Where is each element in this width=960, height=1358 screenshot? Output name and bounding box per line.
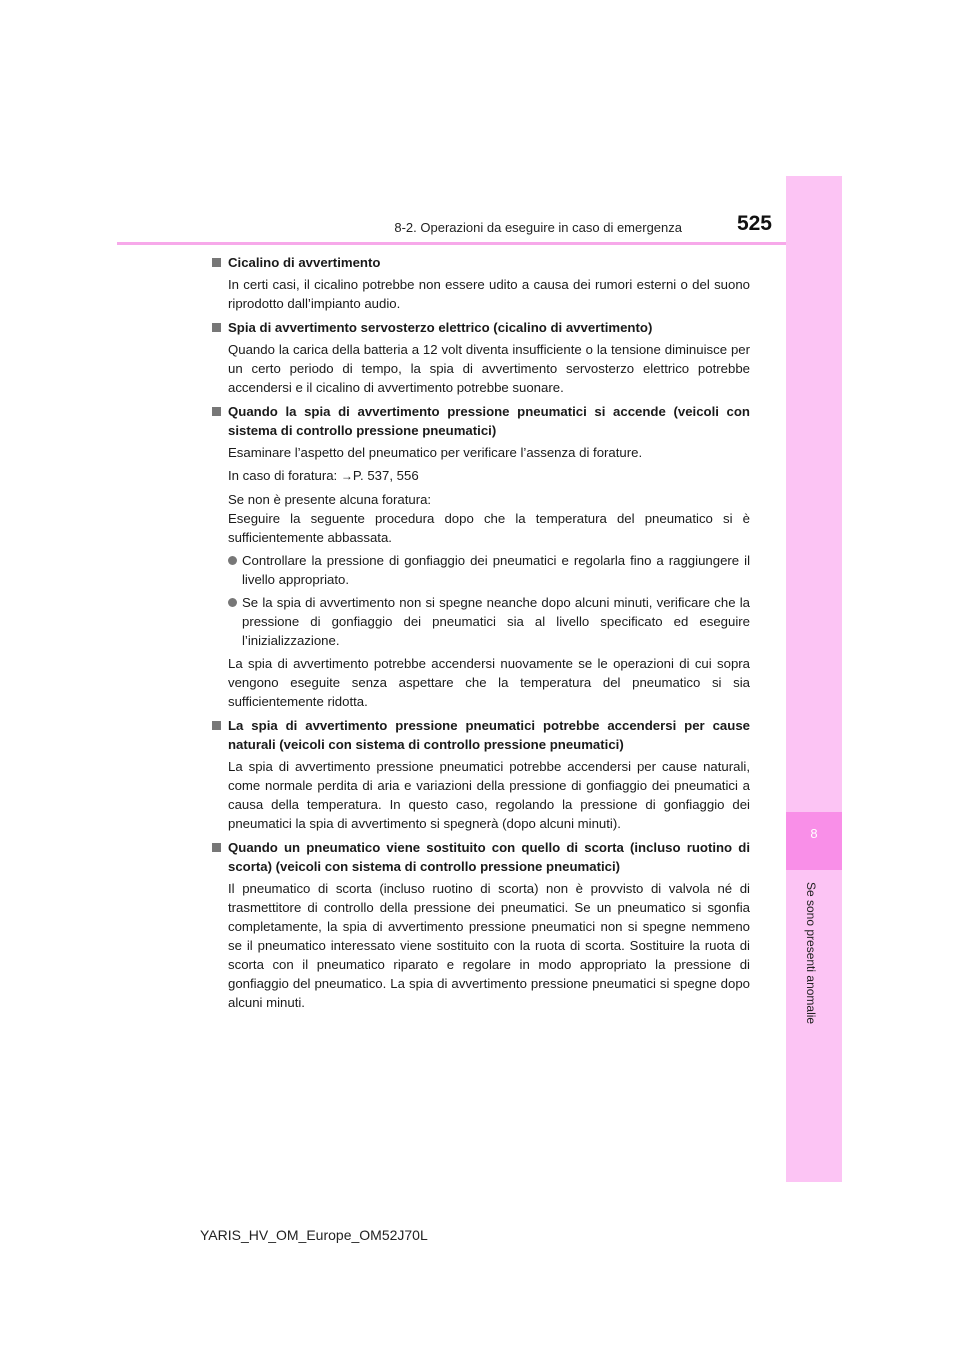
paragraph-reference: In caso di foratura: →P. 537, 556 [228, 468, 419, 483]
section-title: La spia di avvertimento pressione pneumatici potrebbe accendersi per cause naturali (veicoli con sistema di controllo pressione pneumatici) [212, 716, 750, 754]
arrow-right-icon: → [340, 469, 353, 483]
header-divider [117, 242, 786, 245]
page-reference-link[interactable]: P. 537, 556 [352, 468, 419, 483]
list-item: Se la spia di avvertimento non si spegne neanche dopo alcuni minuti, verificare che la pressione di gonfiaggio dei pneumatici sia al livello specificato ed eseguire l’inizializzazione. [212, 593, 750, 650]
chapter-number: 8 [810, 826, 818, 841]
paragraph: La spia di avvertimento potrebbe accendersi nuovamente se le operazioni di cui sopra vengono eseguite senza aspettare che la temperatura del pneumatico si sia sufficientemente ridotta. [228, 656, 750, 709]
chapter-tab-active[interactable] [786, 812, 842, 870]
square-bullet-icon [212, 843, 221, 852]
header-section-title: 8-2. Operazioni da eseguire in caso di emergenza [394, 220, 682, 235]
paragraph: La spia di avvertimento pressione pneumatici potrebbe accendersi per cause naturali, come normale perdita di aria e variazioni della pressione di gonfiaggio dei pneumatici a causa della temperatura. In questo caso, regolando la pressione di gonfiaggio dei pneumatici la spia di avvertimento si spegnerà (dopo alcuni minuti). [228, 759, 750, 831]
section-pressione-accende [212, 402, 750, 711]
round-bullet-icon [228, 598, 237, 607]
section-title: Quando un pneumatico viene sostituito con quello di scorta (incluso ruotino di scorta) (veicoli con sistema di controllo pressione pneumatici) [212, 838, 750, 876]
footer-document-code: YARIS_HV_OM_Europe_OM52J70L [200, 1227, 428, 1243]
section-title: Quando la spia di avvertimento pressione pneumatici si accende (veicoli con sistema di controllo pressione pneumatici) [212, 402, 750, 440]
page-content [212, 253, 750, 1017]
paragraph: Esaminare l’aspetto del pneumatico per verificare l’assenza di forature. [228, 445, 643, 460]
round-bullet-icon [228, 556, 237, 565]
section-cause-naturali [212, 716, 750, 833]
page-number: 525 [736, 212, 772, 235]
section-ruota-scorta [212, 838, 750, 1012]
section-title: Spia di avvertimento servosterzo elettrico (cicalino di avvertimento) [212, 318, 750, 337]
square-bullet-icon [212, 721, 221, 730]
square-bullet-icon [212, 258, 221, 267]
square-bullet-icon [212, 323, 221, 332]
list-item: Controllare la pressione di gonfiaggio dei pneumatici e regolarla fino a raggiungere il livello appropriato. [212, 551, 750, 589]
section-cicalino [212, 253, 750, 313]
paragraph: In certi casi, il cicalino potrebbe non essere udito a causa dei rumori esterni o del suono riprodotto dall’impianto audio. [228, 277, 750, 311]
square-bullet-icon [212, 407, 221, 416]
section-servosterzo [212, 318, 750, 397]
chapter-title: Se sono presenti anomalie [804, 882, 818, 1025]
paragraph: Se non è presente alcuna foratura: Eseguire la seguente procedura dopo che la temperatura del pneumatico si è sufficientemente abbassata. [228, 492, 750, 545]
paragraph: Il pneumatico di scorta (incluso ruotino di scorta) non è provvisto di valvola né di trasmettitore di controllo della pressione dei pneumatici. Se un pneumatico si sgonfia completamente, la spia di avvertimento pressione pneumatici non si spegne nemmeno se il pneumatico interessato viene sostituito con la ruota di scorta. Sostituire la ruota di scorta con il pneumatico riparato e regolare in modo appropriato la pressione di gonfiaggio del pneumatico. La spia di avvertimento pressione pneumatici si spegne dopo alcuni minuti. [228, 881, 750, 1010]
paragraph: Quando la carica della batteria a 12 volt diventa insufficiente o la tensione diminuisce per un certo periodo di tempo, la spia di avvertimento servosterzo elettrico potrebbe accendersi e il cicalino di avvertimento potrebbe suonare. [228, 342, 750, 395]
section-title: Cicalino di avvertimento [212, 253, 750, 272]
